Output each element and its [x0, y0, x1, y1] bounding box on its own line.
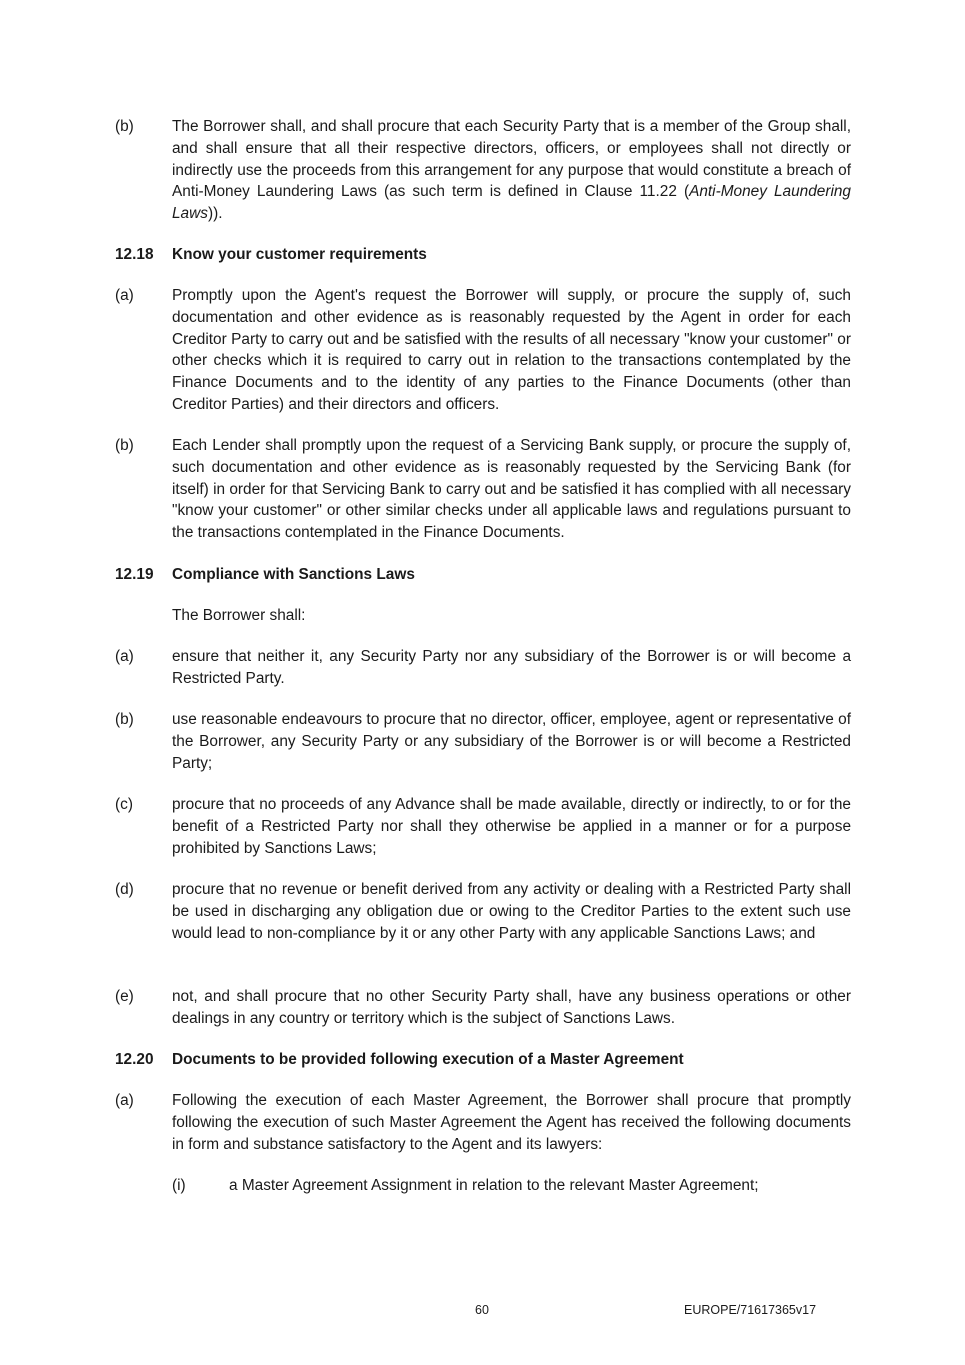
kyc-item-a [115, 285, 851, 416]
subitem-label: (i) [172, 1177, 186, 1194]
section-heading-12-20 [115, 1049, 684, 1071]
item-label: (b) [115, 711, 134, 728]
item-text: Each Lender shall promptly upon the request of a Servicing Bank supply, or procure the supply of, such documentation and other evidence as is reasonably requested by the Servicing Bank (for itself) in order for that Servicing Bank to carry out and be satisfied it has complied with all necessary "know your customer" or other similar checks under all applicable laws and regulations pursuant to the transactions contemplated in the Finance Documents. [172, 437, 851, 542]
kyc-item-b [115, 435, 851, 544]
section-number: 12.20 [115, 1051, 154, 1068]
item-label: (b) [115, 437, 134, 454]
item-label: (a) [115, 1092, 134, 1109]
master-agreement-item-a [115, 1090, 851, 1155]
sanctions-intro: The Borrower shall: [172, 607, 306, 624]
sanctions-item-b [115, 709, 851, 774]
master-agreement-subitem-i [172, 1175, 851, 1197]
section-title: Know your customer requirements [172, 246, 427, 263]
sanctions-item-c [115, 794, 851, 859]
sanctions-item-e [115, 986, 851, 1030]
item-text: ensure that neither it, any Security Party nor any subsidiary of the Borrower is or will become a Restricted Party. [172, 648, 851, 687]
page-number: 60 [475, 1303, 489, 1317]
item-text: not, and shall procure that no other Security Party shall, have any business operations or other dealings in any country or territory which is the subject of Sanctions Laws. [172, 988, 851, 1027]
item-label: (e) [115, 988, 134, 1005]
paragraph-b-anti-money-laundering [115, 116, 851, 225]
item-label: (d) [115, 881, 134, 898]
sanctions-item-a [115, 646, 851, 690]
document-reference: EUROPE/71617365v17 [684, 1303, 817, 1317]
item-text: use reasonable endeavours to procure that no director, officer, employee, agent or representative of the Borrower, any Security Party or any subsidiary of the Borrower is or will become a Restricted Party; [172, 711, 851, 772]
item-text: Following the execution of each Master Agreement, the Borrower shall procure that promptly following the execution of such Master Agreement the Agent has received the following documents in form and substance satisfactory to the Agent and its lawyers: [172, 1092, 851, 1153]
clause-reference-italic: Anti-Money Laundering Laws [172, 183, 851, 223]
item-label: (a) [115, 648, 134, 665]
paragraph-label: (b) [115, 118, 134, 135]
item-label: (c) [115, 796, 133, 813]
section-number: 12.19 [115, 566, 154, 583]
sanctions-item-d [115, 879, 851, 944]
item-text: Promptly upon the Agent's request the Borrower will supply, or procure the supply of, such documentation and other evidence as is reasonably requested by the Agent in order for each Creditor Party to carry out and be satisfied with the results of all necessary "know your customer" or other checks which it is required to carry out in relation to the transactions contemplated by the Finance Documents and to the identity of any parties to the Finance Documents (other than Creditor Parties) and their directors and officers. [172, 287, 851, 413]
paragraph-text: The Borrower shall, and shall procure that each Security Party that is a member of the Group shall, and shall ensure that all their respective directors, officers, or employees shall not directly or indirectly use the proceeds from this arrangement for any purpose that would constitute a breach of Anti-Money Laundering Laws (as such term is defined in Clause 11.22 (Anti-Money Laundering Laws)). [172, 118, 851, 223]
subitem-text: a Master Agreement Assignment in relation to the relevant Master Agreement; [229, 1177, 759, 1194]
item-label: (a) [115, 287, 134, 304]
section-heading-12-19 [115, 564, 415, 586]
item-text: procure that no revenue or benefit derived from any activity or dealing with a Restricted Party shall be used in discharging any obligation due or owing to the Creditor Parties to the extent such use would lead to non-compliance by it or any other Party with any applicable Sanctions Laws; and [172, 881, 851, 942]
section-heading-12-18 [115, 244, 427, 266]
item-text: procure that no proceeds of any Advance shall be made available, directly or indirectly, to or for the benefit of a Restricted Party nor shall they otherwise be applied in a manner or for a purpose prohibited by Sanctions Laws; [172, 796, 851, 857]
section-title: Documents to be provided following execution of a Master Agreement [172, 1051, 684, 1068]
section-number: 12.18 [115, 246, 154, 263]
section-title: Compliance with Sanctions Laws [172, 566, 415, 583]
